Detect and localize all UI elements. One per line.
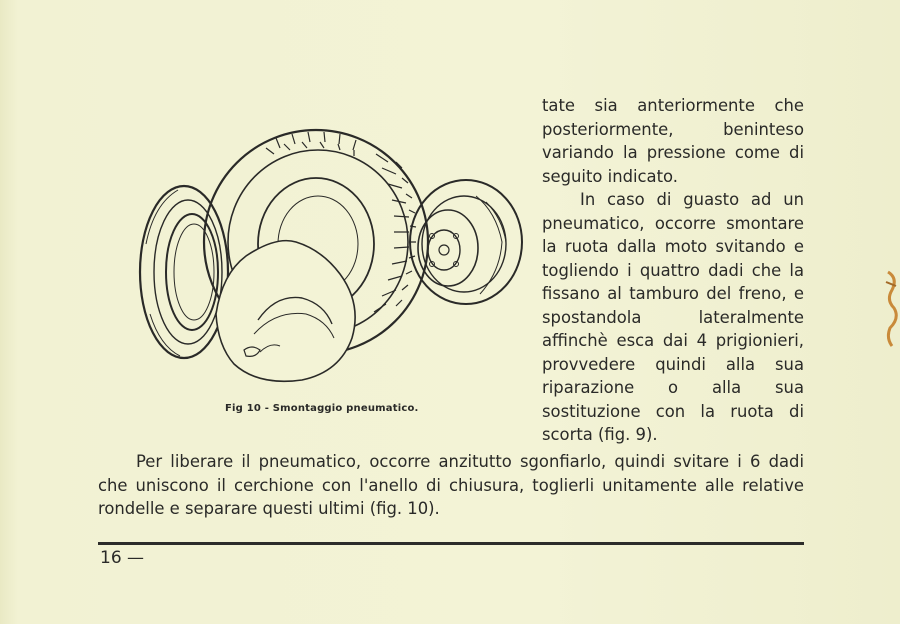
figure-caption: Fig 10 - Smontaggio pneumatico.: [225, 403, 419, 414]
paragraph-release-tire: Per liberare il pneumatico, occorre anzitutto sgonfiarlo, quindi svitare i 6 dadi che uniscono il cerchione con l'anello di chiusura, toglierli unitamente alle relative rondelle e separare questi ultimi (fig. 10).: [98, 452, 804, 518]
page-number: 16 —: [100, 548, 145, 568]
full-width-text: [98, 450, 804, 521]
paragraph-continuation: tate sia anteriormente che posteriormente, beninteso variando la pressione come di seguito indicato.: [542, 96, 804, 186]
inner-tube-drawing: [216, 241, 355, 382]
locking-ring-drawing: [140, 186, 228, 358]
wheel-hub-drawing: [410, 180, 522, 304]
binding-staple-mark: [884, 268, 900, 348]
paragraph-tire-failure: In caso di guasto ad un pneumatico, occorre smontare la ruota dalla moto svitando e togliendo i quattro dadi che la fissano al tamburo del freno, e spostandola lateralmente affinchè esca dai 4 prigionieri, provvedere quindi alla sua riparazione o alla sua sostituzione con la ruota di scorta (fig. 9).: [542, 190, 804, 444]
side-column-text: [542, 94, 804, 447]
tire-disassembly-illustration: [126, 124, 536, 394]
footer-rule: [98, 542, 804, 545]
